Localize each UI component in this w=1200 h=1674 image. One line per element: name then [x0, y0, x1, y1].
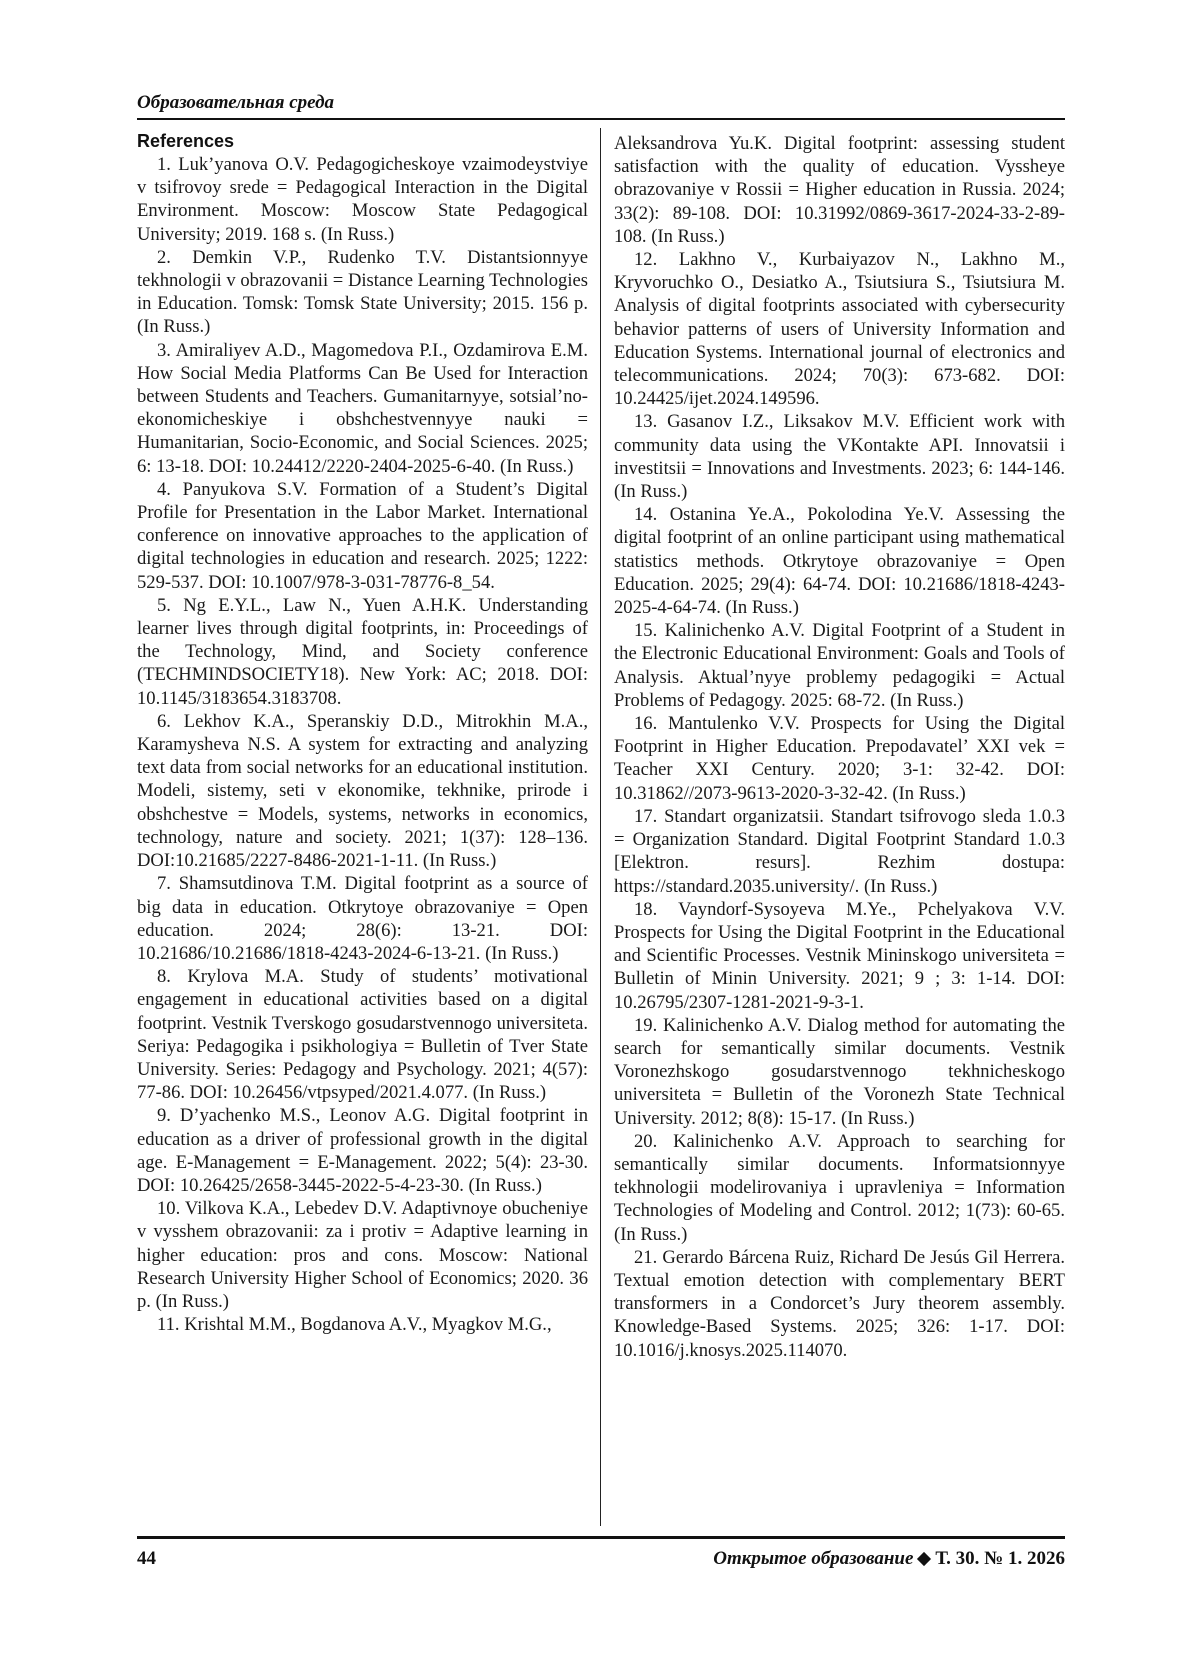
header-rule	[137, 118, 1065, 120]
running-head-title: Образовательная среда	[137, 92, 335, 113]
reference-item: 12. Lakhno V., Kurbaiyazov N., Lakhno M., Kryvoruchko O., Desiatko A., Tsiutsiura S., Tsiutsiura M. Analysis of digital footprints associated with cybersecurity behavior patterns of users of University Information and Education Systems. International journal of electronics and telecommunications. 2024; 70(3): 673-682. DOI: 10.24425/ijet.2024.149596.	[614, 249, 1065, 410]
reference-item: 1. Luk’yanova O.V. Pedagogicheskoye vzaimodeystviye v tsifrovoy srede = Pedagogical Interaction in the Digital Environment. Moscow: Moscow State Pedagogical University; 2019. 168 s. (In Russ.)	[137, 154, 588, 245]
reference-item: 5. Ng E.Y.L., Law N., Yuen A.H.K. Understanding learner lives through digital footprints, in: Proceedings of the Technology, Mind, and Society conference (TECHMINDSOCIETY18). New York: AC; 2018. DOI: 10.1145/3183654.3183708.	[137, 594, 588, 709]
reference-item: 17. Standart organizatsii. Standart tsifrovogo sleda 1.0.3 = Organization Standard. Digital Footprint Standard 1.0.3 [Elektron. resurs]. Rezhim dostupa: https://standard.2035.university/. (In Russ.)	[614, 805, 1065, 897]
footer-journal-info	[713, 1548, 1065, 1570]
reference-item: 16. Mantulenko V.V. Prospects for Using the Digital Footprint in Higher Education. Prepodavatel’ XXI vek = Teacher XXI Century. 2020; 3-1: 32-42. DOI: 10.31862//2073-9613-2020-3-32-42. (In Russ.)	[614, 713, 1065, 804]
references-heading: References	[137, 131, 235, 151]
reference-item-continuation: Aleksandrova Yu.K. Digital footprint: assessing student satisfaction with the quality of education. Vyssheye obrazovaniye v Rossii = Higher education in Russia. 2024; 33(2): 89-108. DOI: 10.31992/0869-3617-2024-33-2-89-108. (In Russ.)	[614, 133, 1065, 247]
footer-rule	[137, 1536, 1065, 1539]
column-divider	[600, 128, 601, 1526]
journal-issue: Т. 30. № 1. 2026	[935, 1548, 1065, 1569]
reference-item: 2. Demkin V.P., Rudenko T.V. Distantsionnyye tekhnologii v obrazovanii = Distance Learning Technologies in Education. Tomsk: Tomsk State University; 2015. 156 p. (In Russ.)	[137, 246, 588, 338]
reference-item: 3. Amiraliyev A.D., Magomedova P.I., Ozdamirova E.M. How Social Media Platforms Can Be Used for Interaction between Students and Teachers. Gumanitarnyye, sotsial’no-ekonomicheskiye i obshchestvennyye nauki = Humanitarian, Socio-Economic, and Social Sciences. 2025; 6: 13-18. DOI: 10.24412/2220-2404-2025-6-40. (In Russ.)	[137, 339, 588, 477]
references-right-column	[614, 132, 1065, 1362]
reference-item: 10. Vilkova K.A., Lebedev D.V. Adaptivnoye obucheniye v vysshem obrazovanii: za i protiv = Adaptive learning in higher education: pros and cons. Moscow: National Research University Higher School of Economics; 2020. 36 p. (In Russ.)	[137, 1198, 588, 1312]
references-left-column	[137, 130, 588, 1336]
reference-item: 4. Panyukova S.V. Formation of a Student’s Digital Profile for Presentation in the Labor Market. International conference on innovative approaches to the application of digital technologies in education and research. 2025; 1222: 529-537. DOI: 10.1007/978-3-031-78776-8_54.	[137, 478, 588, 593]
reference-item: 14. Ostanina Ye.A., Pokolodina Ye.V. Assessing the digital footprint of an online participant using mathematical statistics methods. Otkrytoye obrazovaniye = Open Education. 2025; 29(4): 64-74. DOI: 10.21686/1818-4243-2025-4-64-74. (In Russ.)	[614, 504, 1065, 619]
reference-item: 9. D’yachenko M.S., Leonov A.G. Digital footprint in education as a driver of professional growth in the digital age. E-Management = E-Management. 2022; 5(4): 23-30. DOI: 10.26425/2658-3445-2022-5-4-23-30. (In Russ.)	[137, 1105, 588, 1196]
reference-item: 11. Krishtal M.M., Bogdanova A.V., Myagkov M.G.,	[157, 1314, 552, 1336]
journal-name: Открытое образование	[713, 1548, 914, 1569]
reference-item: 19. Kalinichenko A.V. Dialog method for automating the search for semantically similar documents. Vestnik Voronezhskogo gosudarstvennogo tekhnicheskogo universiteta = Bulletin of the Voronezh State Technical University. 2012; 8(8): 15-17. (In Russ.)	[614, 1014, 1065, 1129]
reference-item: 18. Vayndorf-Sysoyeva M.Ye., Pchelyakova V.V. Prospects for Using the Digital Footprint in the Educational and Scientific Processes. Vestnik Mininskogo universiteta = Bulletin of Minin University. 2021; 9 ; 3: 1-14. DOI: 10.26795/2307-1281-2021-9-3-1.	[614, 898, 1065, 1013]
reference-item: 7. Shamsutdinova T.M. Digital footprint as a source of big data in education. Otkrytoye obrazovaniye = Open education. 2024; 28(6): 13-21. DOI: 10.21686/10.21686/1818-4243-2024-6-13-21. (In Russ.)	[137, 873, 588, 964]
reference-item: 8. Krylova M.A. Study of students’ motivational engagement in educational activities based on a digital footprint. Vestnik Tverskogo gosudarstvennogo universiteta. Seriya: Pedagogika i psikhologiya = Bulletin of Tver State University. Series: Pedagogy and Psychology. 2021; 4(57): 77-86. DOI: 10.26456/vtpsyped/2021.4.077. (In Russ.)	[137, 966, 588, 1104]
reference-item: 6. Lekhov K.A., Speranskiy D.D., Mitrokhin M.A., Karamysheva N.S. A system for extracting and analyzing text data from social networks for an educational institution. Modeli, sistemy, seti v ekonomike, tekhnike, prirode i obshchestve = Models, systems, networks in economics, technology, nature and society. 2021; 1(37): 128–136. DOI:10.21685/2227-8486-2021-1-11. (In Russ.)	[137, 710, 588, 872]
reference-item: 15. Kalinichenko A.V. Digital Footprint of a Student in the Electronic Educational Environment: Goals and Tools of Analysis. Aktual’nyye problemy pedagogiki = Actual Problems of Pedagogy. 2025: 68-72. (In Russ.)	[614, 620, 1065, 711]
reference-item: 13. Gasanov I.Z., Liksakov M.V. Efficient work with community data using the VKontakte API. Innovatsii i investitsii = Innovations and Investments. 2023; 6: 144-146. (In Russ.)	[614, 411, 1065, 503]
diamond-separator-icon	[917, 1552, 931, 1566]
page-number: 44	[137, 1548, 156, 1569]
reference-item: 21. Gerardo Bárcena Ruiz, Richard De Jesús Gil Herrera. Textual emotion detection with complementary BERT transformers in a Condorcet’s Jury theorem assembly. Knowledge-Based Systems. 2025; 326: 1-17. DOI: 10.1016/j.knosys.2025.114070.	[614, 1246, 1065, 1361]
reference-item: 20. Kalinichenko A.V. Approach to searching for semantically similar documents. Informatsionnyye tekhnologii modelirovaniya i upravleniya = Information Technologies of Modeling and Control. 2012; 1(73): 60-65. (In Russ.)	[614, 1130, 1065, 1245]
